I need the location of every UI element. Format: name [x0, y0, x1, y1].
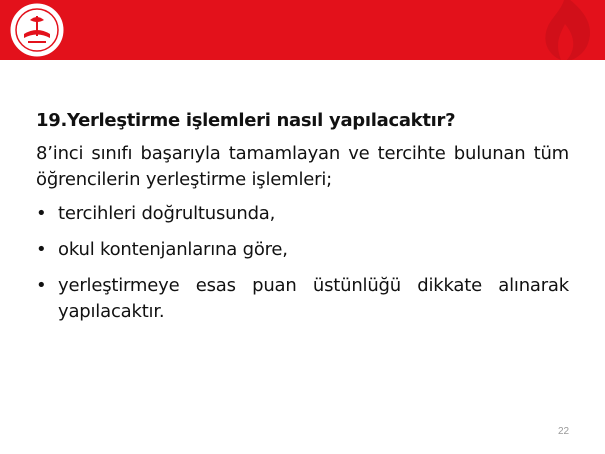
bullet-icon: •	[36, 275, 47, 296]
meb-logo-icon	[8, 2, 66, 58]
list-item	[36, 237, 569, 263]
flame-watermark-icon	[525, 0, 605, 60]
slide-title: 19.Yerleştirme işlemleri nasıl yapılacaktır?	[36, 110, 456, 131]
list-item-text: yerleştirmeye esas puan üstünlüğü dikkate alınarak yapılacaktır.	[58, 275, 569, 322]
bullet-list	[36, 201, 569, 325]
page-number: 22	[558, 426, 570, 437]
bullet-icon: •	[36, 203, 47, 224]
bullet-icon: •	[36, 239, 47, 260]
list-item-text: okul kontenjanlarına göre,	[58, 239, 288, 260]
intro-paragraph: 8’inci sınıfı başarıyla tamamlayan ve tercihte bulunan tüm öğrencilerin yerleştirme işlemleri;	[36, 143, 569, 190]
slide-header-band	[0, 0, 605, 60]
list-item	[36, 273, 569, 325]
list-item	[36, 201, 569, 227]
list-item-text: tercihleri doğrultusunda,	[58, 203, 276, 224]
slide-body	[36, 110, 569, 335]
